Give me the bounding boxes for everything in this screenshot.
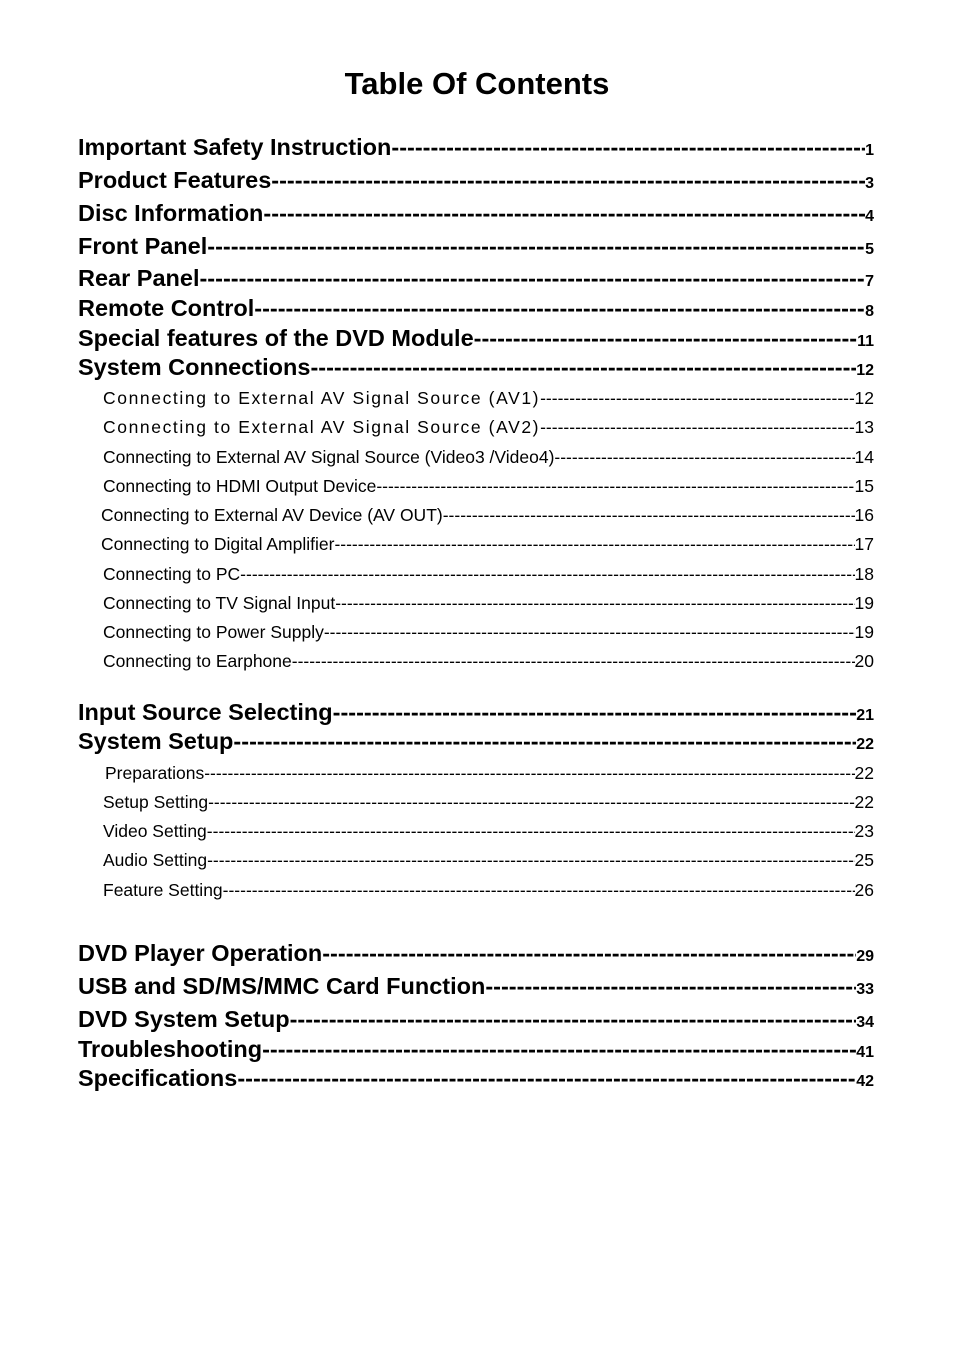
- toc-entry-front-panel[interactable]: [78, 231, 874, 261]
- toc-entry-disc-information[interactable]: [78, 198, 874, 228]
- dot-leader: [207, 818, 855, 844]
- dot-leader: [391, 132, 865, 162]
- toc-entry-label: Connecting to PC: [103, 564, 241, 584]
- toc-entry-page: 19: [854, 593, 874, 613]
- toc-entry-page: 8: [865, 303, 874, 320]
- toc-entry-label: Product Features: [78, 167, 272, 193]
- toc-entry-hdmi-output[interactable]: [103, 473, 874, 499]
- toc-entry-dvd-player-operation[interactable]: [78, 938, 874, 968]
- toc-entry-product-features[interactable]: [78, 165, 874, 195]
- dot-leader: [474, 323, 857, 353]
- toc-entry-page: 4: [865, 208, 874, 225]
- toc-entry-page: 5: [865, 241, 874, 258]
- toc-entry-page: 41: [856, 1044, 874, 1061]
- toc-entry-feature-setting[interactable]: [103, 877, 874, 903]
- toc-entry-page: 16: [854, 505, 874, 525]
- toc-entry-audio-setting[interactable]: [103, 847, 874, 873]
- toc-entry-av1[interactable]: [103, 385, 874, 411]
- toc-entry-label: Connecting to Digital Amplifier: [101, 534, 335, 554]
- toc-entry-label: Connecting to Power Supply: [103, 622, 324, 642]
- dot-leader: [333, 697, 857, 727]
- toc-entry-digital-amplifier[interactable]: [101, 531, 874, 557]
- toc-entry-page: 29: [856, 948, 874, 965]
- dot-leader: [263, 198, 865, 228]
- toc-entry-special-features[interactable]: [78, 323, 874, 353]
- toc-entry-safety[interactable]: [78, 132, 874, 162]
- toc-entry-system-connections[interactable]: [78, 352, 874, 382]
- toc-entry-label: DVD System Setup: [78, 1006, 290, 1032]
- toc-entry-page: 42: [856, 1073, 874, 1090]
- dot-leader: [204, 760, 854, 786]
- toc-entry-pc[interactable]: [103, 561, 874, 587]
- toc-entry-page: 33: [856, 981, 874, 998]
- dot-leader: [540, 414, 854, 440]
- toc-entry-setup-setting[interactable]: [103, 789, 874, 815]
- toc-entry-label: Connecting to External AV Signal Source (AV2): [103, 417, 541, 437]
- toc-entry-page: 18: [854, 564, 874, 584]
- toc-entry-label: Specifications: [78, 1065, 238, 1091]
- dot-leader: [310, 352, 856, 382]
- toc-entry-label: Audio Setting: [103, 850, 208, 870]
- toc-entry-label: Remote Control: [78, 295, 255, 321]
- toc-entry-power-supply[interactable]: [103, 619, 874, 645]
- toc-entry-label: Disc Information: [78, 200, 264, 226]
- toc-entry-page: 14: [854, 447, 874, 467]
- dot-leader: [237, 1063, 856, 1093]
- dot-leader: [335, 590, 854, 616]
- toc-entry-label: Connecting to TV Signal Input: [103, 593, 336, 613]
- dot-leader: [240, 561, 854, 587]
- toc-entry-page: 20: [854, 651, 874, 671]
- dot-leader: [324, 619, 855, 645]
- toc-entry-label: Connecting to External AV Device (AV OUT): [101, 505, 443, 525]
- dot-leader: [554, 444, 854, 470]
- toc-entry-system-setup[interactable]: [78, 726, 874, 756]
- toc-entry-av2[interactable]: [103, 414, 874, 440]
- dot-leader: [223, 877, 855, 903]
- toc-entry-page: 13: [854, 417, 874, 437]
- toc-entry-av-out[interactable]: [101, 502, 874, 528]
- dot-leader: [290, 1004, 857, 1034]
- toc-entry-rear-panel[interactable]: [78, 263, 874, 293]
- dot-leader: [292, 648, 855, 674]
- dot-leader: [271, 165, 865, 195]
- toc-entry-troubleshooting[interactable]: [78, 1034, 874, 1064]
- toc-entry-page: 25: [854, 850, 874, 870]
- toc-entry-specifications[interactable]: [78, 1063, 874, 1093]
- toc-entry-page: 22: [856, 736, 874, 753]
- toc-entry-label: Video Setting: [103, 821, 207, 841]
- toc-entry-page: 19: [854, 622, 874, 642]
- dot-leader: [443, 502, 855, 528]
- toc-entry-label: Connecting to HDMI Output Device: [103, 476, 377, 496]
- toc-entry-tv-signal-input[interactable]: [103, 590, 874, 616]
- toc-entry-usb-card-function[interactable]: [78, 971, 874, 1001]
- toc-entry-label: DVD Player Operation: [78, 940, 323, 966]
- toc-entry-page: 15: [854, 476, 874, 496]
- toc-entry-label: Connecting to Earphone: [103, 651, 292, 671]
- dot-leader: [233, 726, 856, 756]
- toc-entry-label: USB and SD/MS/MMC Card Function: [78, 973, 486, 999]
- dot-leader: [334, 531, 854, 557]
- dot-leader: [208, 789, 854, 815]
- toc-entry-label: Feature Setting: [103, 880, 223, 900]
- toc-entry-page: 1: [865, 142, 874, 159]
- dot-leader: [207, 847, 854, 873]
- toc-entry-page: 12: [856, 362, 874, 379]
- toc-entry-label: Connecting to External AV Signal Source (AV1): [103, 388, 541, 408]
- toc-entry-page: 22: [854, 792, 874, 812]
- dot-leader: [322, 938, 856, 968]
- toc-entry-label: Setup Setting: [103, 792, 209, 812]
- dot-leader: [207, 231, 865, 261]
- dot-leader: [485, 971, 856, 1001]
- toc-entry-label: Preparations: [105, 763, 205, 783]
- dot-leader: [376, 473, 854, 499]
- toc-entry-video3-video4[interactable]: [103, 444, 874, 470]
- dot-leader: [540, 385, 854, 411]
- toc-entry-page: 26: [854, 880, 874, 900]
- toc-entry-page: 34: [856, 1014, 874, 1031]
- toc-entry-input-source[interactable]: [78, 697, 874, 727]
- toc-entry-remote-control[interactable]: [78, 293, 874, 323]
- toc-entry-page: 11: [857, 333, 874, 350]
- toc-entry-label: System Connections: [78, 354, 311, 380]
- toc-entry-label: Rear Panel: [78, 265, 200, 291]
- toc-entry-label: Troubleshooting: [78, 1036, 263, 1062]
- dot-leader: [199, 263, 865, 293]
- dot-leader: [254, 293, 865, 323]
- toc-entry-label: Front Panel: [78, 233, 208, 259]
- toc-entry-page: 12: [854, 388, 874, 408]
- toc-entry-preparations[interactable]: [105, 760, 874, 786]
- toc-entry-page: 22: [854, 763, 874, 783]
- toc-entry-earphone[interactable]: [103, 648, 874, 674]
- page-title: Table Of Contents: [344, 66, 610, 101]
- toc-entry-label: System Setup: [78, 728, 234, 754]
- dot-leader: [262, 1034, 856, 1064]
- toc-entry-page: 3: [865, 175, 874, 192]
- toc-entry-page: 23: [854, 821, 874, 841]
- toc-entry-page: 7: [865, 273, 874, 290]
- toc-entry-dvd-system-setup[interactable]: [78, 1004, 874, 1034]
- toc-entry-label: Input Source Selecting: [78, 699, 333, 725]
- toc-entry-label: Connecting to External AV Signal Source (Video3 /Video4): [103, 447, 555, 467]
- toc-entry-video-setting[interactable]: [103, 818, 874, 844]
- toc-entry-label: Special features of the DVD Module: [78, 325, 474, 351]
- toc-entry-page: 17: [854, 534, 874, 554]
- toc-entry-page: 21: [856, 707, 874, 724]
- toc-entry-label: Important Safety Instruction: [78, 134, 392, 160]
